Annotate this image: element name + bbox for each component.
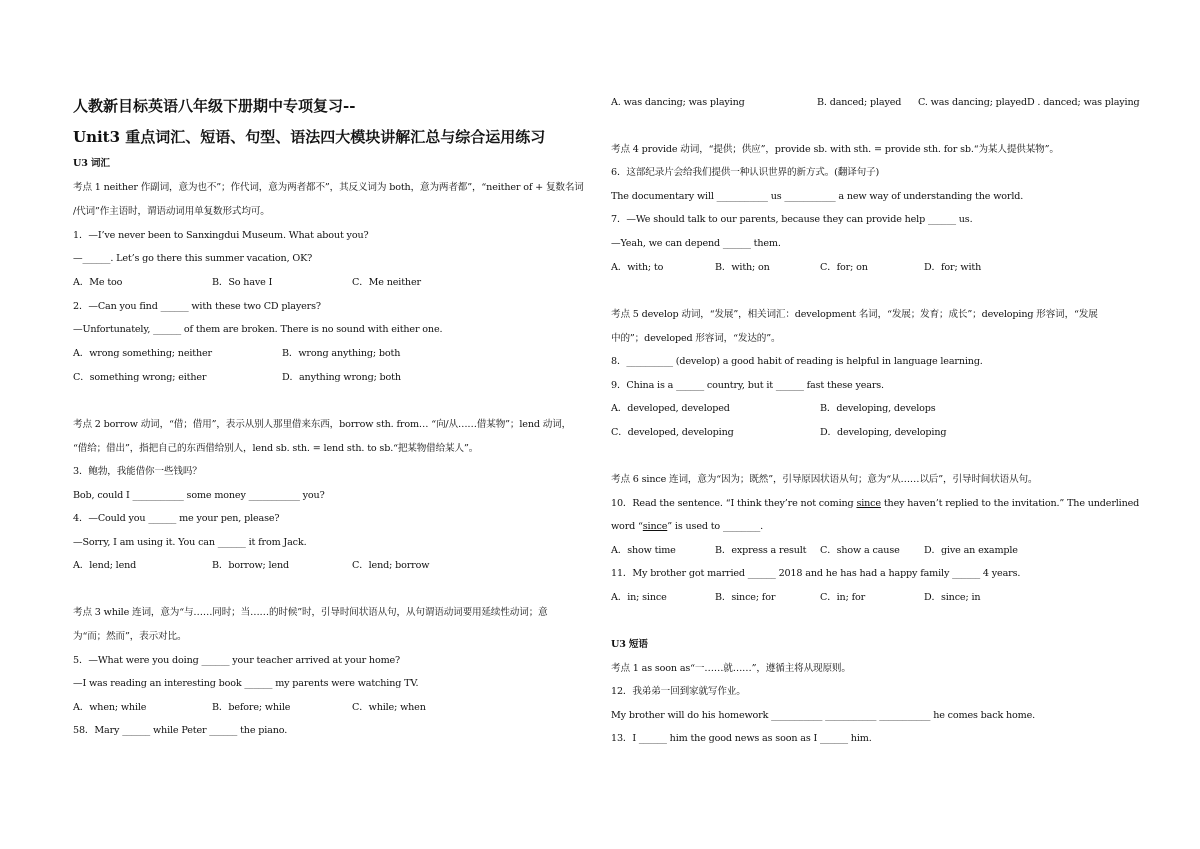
option-c[interactable]: C．lend; borrow bbox=[352, 560, 430, 571]
option-d[interactable]: D．for; with bbox=[924, 262, 982, 273]
question-4-response: —Sorry, I am using it. You can ______ it from Jack. bbox=[73, 537, 307, 548]
question-12-blank: My brother will do his homework ___________ ___________ ___________ he comes back home. bbox=[611, 710, 1036, 721]
question-11: 11．My brother got married ______ 2018 and he has had a happy family ______ 4 years. bbox=[611, 568, 1021, 579]
option-c[interactable]: C．for; on bbox=[820, 262, 868, 273]
option-a[interactable]: A．in; since bbox=[611, 592, 667, 603]
option-b[interactable]: B．So have I bbox=[212, 277, 273, 288]
option-b[interactable]: B．developing, develops bbox=[820, 403, 936, 414]
question-8: 8．__________ (develop) a good habit of reading is helpful in language learning. bbox=[611, 356, 983, 367]
question-58: 58．Mary ______ while Peter ______ the piano. bbox=[73, 725, 288, 736]
option-d[interactable]: D．anything wrong; both bbox=[282, 372, 401, 383]
kp6-text: 考点 6 since 连词，意为“因为；既然”，引导原因状语从句；意为“从……以后”，引导时间状语从句。 bbox=[611, 474, 1038, 485]
option-b[interactable]: B. danced; played bbox=[817, 97, 902, 108]
question-9: 9．China is a ______ country, but it ______ fast these years. bbox=[611, 380, 884, 391]
kp2-text-b: “借给；借出”，指把自己的东西借给别人，lend sb. sth. = lend sth. to sb.“把某物借给某人”。 bbox=[73, 443, 479, 454]
option-d[interactable]: D．give an example bbox=[924, 545, 1018, 556]
document-title-line2: Unit3 重点词汇、短语、句型、语法四大模块讲解汇总与综合运用练习 bbox=[73, 128, 546, 146]
question-5-response: —I was reading an interesting book ______ my parents were watching TV. bbox=[73, 678, 419, 689]
option-b[interactable]: B．express a result bbox=[715, 545, 807, 556]
option-c[interactable]: C．Me neither bbox=[352, 277, 421, 288]
question-4: 4．—Could you ______ me your pen, please? bbox=[73, 513, 280, 524]
option-a[interactable]: A．show time bbox=[611, 545, 676, 556]
option-a[interactable]: A．Me too bbox=[73, 277, 123, 288]
kp5-text-b: 中的”；developed 形容词，“发达的”。 bbox=[611, 333, 781, 344]
question-1-response: —______. Let’s go there this summer vacation, OK? bbox=[73, 253, 313, 264]
kp1-text-a: 考点 1 neither 作副词，意为也不”；作代词，意为两者都不”，其反义词为 both，意为两者都”，“neither of + 复数名词 bbox=[73, 182, 584, 193]
option-a[interactable]: A．lend; lend bbox=[73, 560, 137, 571]
question-12: 12．我弟弟一回到家就写作业。 bbox=[611, 686, 746, 697]
underlined-word: since bbox=[642, 521, 668, 532]
option-c[interactable]: C．in; for bbox=[820, 592, 866, 603]
option-a[interactable]: A．with; to bbox=[611, 262, 664, 273]
question-10 bbox=[611, 497, 1139, 511]
kp1-phrase-text: 考点 1 as soon as“一……就……”，遵循主将从现原则。 bbox=[611, 663, 851, 674]
kp1-text-b: /代词”作主语时，谓语动词用单复数形式均可。 bbox=[73, 206, 270, 217]
question-1: 1．—I’ve never been to Sanxingdui Museum. What about you? bbox=[73, 230, 369, 241]
option-c[interactable]: C．something wrong; either bbox=[73, 372, 207, 383]
option-a[interactable]: A. was dancing; was playing bbox=[611, 97, 745, 108]
question-10-continued bbox=[611, 520, 763, 534]
question-10b-pre: word “ bbox=[611, 521, 643, 532]
option-b[interactable]: B．with; on bbox=[715, 262, 770, 273]
option-a[interactable]: A．wrong something; neither bbox=[73, 348, 212, 359]
phrase-heading: U3 短语 bbox=[611, 639, 648, 650]
underlined-word: since bbox=[856, 498, 881, 509]
question-13: 13．I ______ him the good news as soon as I ______ him. bbox=[611, 733, 872, 744]
option-d[interactable]: D．developing, developing bbox=[820, 427, 947, 438]
question-3-blank: Bob, could I ___________ some money ___________ you? bbox=[73, 490, 325, 501]
question-2-response: —Unfortunately, ______ of them are broken. There is no sound with either one. bbox=[73, 324, 443, 335]
question-7: 7．—We should talk to our parents, because they can provide help ______ us. bbox=[611, 214, 973, 225]
question-10b-post: ” is used to ________. bbox=[667, 521, 764, 532]
question-6: 6．这部纪录片会给我们提供一种认识世界的新方式。(翻译句子) bbox=[611, 167, 880, 178]
option-b[interactable]: B．before; while bbox=[212, 702, 291, 713]
option-c[interactable]: C．developed, developing bbox=[611, 427, 734, 438]
kp3-text-b: 为“而；然而”，表示对比。 bbox=[73, 631, 187, 642]
option-a[interactable]: A．when; while bbox=[73, 702, 147, 713]
option-a[interactable]: A．developed, developed bbox=[611, 403, 730, 414]
option-d[interactable]: D．since; in bbox=[924, 592, 981, 603]
option-c[interactable]: C．show a cause bbox=[820, 545, 900, 556]
kp5-text-a: 考点 5 develop 动词，“发展”，相关词汇：development 名词，“发展；发育；成长”；developing 形容词，“发展 bbox=[611, 309, 1098, 320]
kp2-text-a: 考点 2 borrow 动词，“借；借用”，表示从别人那里借来东西，borrow sth. from… “向/从……借某物”；lend 动词， bbox=[73, 419, 572, 430]
question-2: 2．—Can you find ______ with these two CD players? bbox=[73, 301, 321, 312]
kp4-text: 考点 4 provide 动词，“提供；供应”，provide sb. with sth. = provide sth. for sb.“为某人提供某物”。 bbox=[611, 144, 1059, 155]
question-6-blank: The documentary will ___________ us ___________ a new way of understanding the world. bbox=[611, 191, 1024, 202]
vocab-heading: U3 词汇 bbox=[73, 158, 110, 169]
option-b[interactable]: B．since; for bbox=[715, 592, 776, 603]
question-7-response: —Yeah, we can depend ______ them. bbox=[611, 238, 781, 249]
kp3-text-a: 考点 3 while 连词，意为“与……同时；当……的时候”时，引导时间状语从句，从句谓语动词要用延续性动词；意 bbox=[73, 607, 548, 618]
question-5: 5．—What were you doing ______ your teacher arrived at your home? bbox=[73, 655, 401, 666]
option-c[interactable]: C．while; when bbox=[352, 702, 426, 713]
option-b[interactable]: B．borrow; lend bbox=[212, 560, 289, 571]
option-b[interactable]: B．wrong anything; both bbox=[282, 348, 401, 359]
option-c-d[interactable]: C. was dancing; playedD . danced; was playing bbox=[918, 97, 1140, 108]
question-10-text-pre: 10．Read the sentence. “I think they’re not coming bbox=[611, 498, 857, 509]
question-3: 3．鲍勃，我能借你一些钱吗？ bbox=[73, 466, 202, 477]
question-10-text-post: they haven’t replied to the invitation.” The underlined bbox=[880, 498, 1140, 509]
document-title-line1: 人教新目标英语八年级下册期中专项复习-- bbox=[73, 97, 356, 115]
